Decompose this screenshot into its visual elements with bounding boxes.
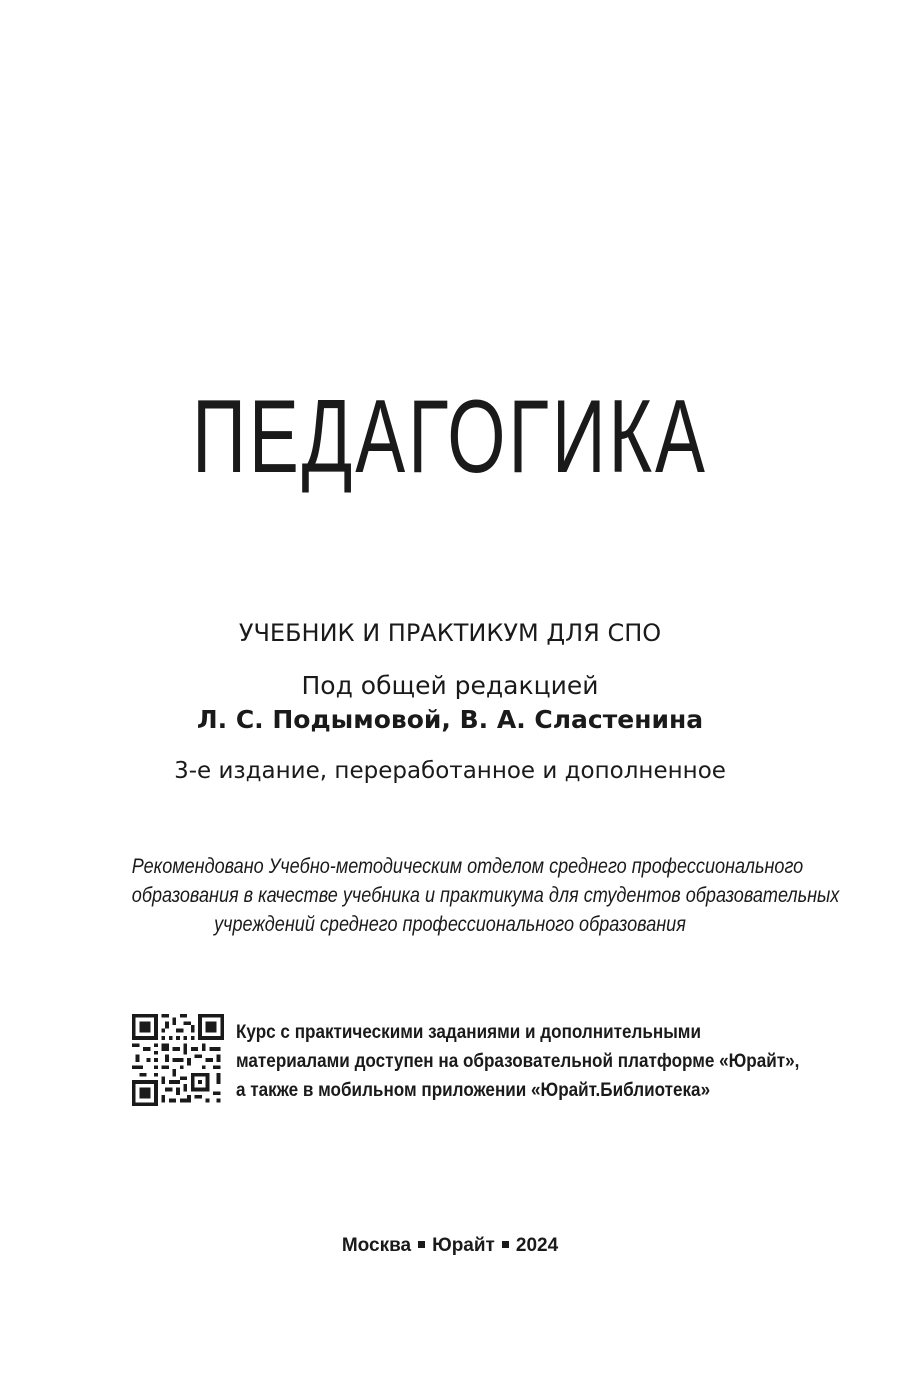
separator-square-icon [418,1241,425,1248]
editor-line: Под общей редакцией [301,671,599,700]
book-title: ПЕДАГОГИКА [192,379,708,495]
book-subtitle: УЧЕБНИК И ПРАКТИКУМ ДЛЯ СПО [238,619,662,647]
course-info-line: а также в мобильном приложении «Юрайт.Библиотека» [236,1080,711,1101]
imprint-city: Москва [341,1235,412,1256]
qr-code-icon[interactable] [132,1014,224,1106]
recommendation-line: Рекомендовано Учебно-методическим отделом среднего профессионального [131,855,804,878]
separator-square-icon [502,1241,509,1248]
recommendation-line: учреждений среднего профессионального образования [214,913,686,936]
course-info-line: Курс с практическими заданиями и дополнительными [236,1022,701,1043]
editors-names: Л. С. Подымовой, В. А. Сластенина [196,705,704,734]
recommendation-line: образования в качестве учебника и практикума для студентов образовательных [131,884,840,907]
course-info [236,1018,836,1105]
imprint-year: 2024 [515,1235,559,1256]
course-info-line: материалами доступен на образовательной платформе «Юрайт», [236,1051,800,1072]
edition-note: 3-е издание, переработанное и дополненное [174,758,726,784]
imprint [0,1232,900,1260]
recommendation-text [80,852,840,939]
imprint-publisher: Юрайт [432,1235,495,1256]
